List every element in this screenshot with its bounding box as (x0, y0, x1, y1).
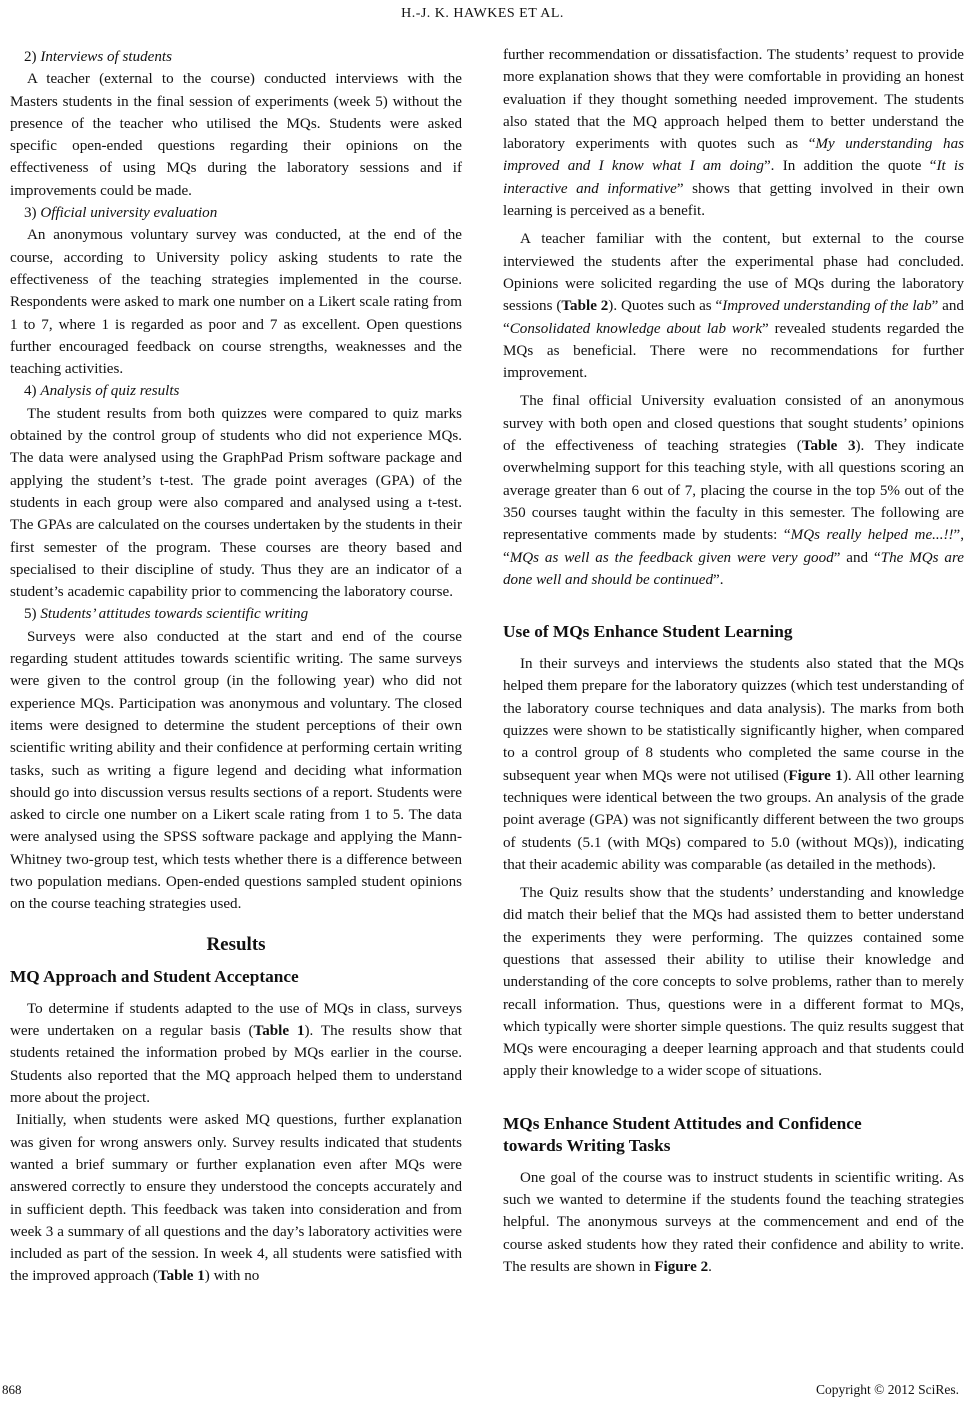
paragraph: In their surveys and interviews the students also stated that the MQs helped them prepare for the laboratory quizzes (which test understanding of the laboratory course techniques and data analysis). The marks from both quizzes were shown to be statistically significantly higher, when compared to a control group of 8 students who completed the same course in the subsequent year when MQs were not utilised (Figure 1). All other learning techniques were identical between the two groups. An analysis of the grade point average (GPA) was not significantly different between the two groups of students (5.1 (with MQs) compared to 5.0 (without MQs)), indicating that their academic ability was comparable (as detailed in the methods). (503, 656, 965, 873)
paragraph: An anonymous voluntary survey was conducted, at the end of the course, according to University policy asking students to rate the effectiveness of the teaching strategies implemented in the course. Respondents were asked to mark one number on a Likert scale rating from 1 to 7, where 1 is regarded as poor and 7 as excellent. Open questions further encouraged feedback on course strengths, weaknesses and the teaching activities. (10, 227, 462, 378)
subsection-heading-interviews: 2) Interviews of students (24, 49, 172, 65)
paragraph: One goal of the course was to instruct students in scientific writing. As such we wanted to determine if the students found the teaching strategies helpful. The anonymous surveys at the commencement and end of the course asked students how they rated their confidence and ability to write. The results are shown in Figure 2. (503, 1169, 964, 1275)
paragraph: Initially, when students were asked MQ questions, further explanation was given for wrong answers only. Survey results indicated that students wanted a brief summary or further explanation even after MQs were answered correctly to ensure they understood the concepts accurately and in sufficient depth. This feedback was taken into consideration and from week 3 a summary of all questions and the day’s laboratory activities were included as part of the session. In week 4, all students were satisfied with the improved approach (Table 1) with no (10, 1112, 462, 1285)
right-column (503, 44, 964, 1278)
student-quote: The MQs are done well and should be continued (503, 549, 964, 588)
left-column (10, 46, 462, 1288)
student-quote: My understanding has improved and I know what I am doing (503, 136, 964, 175)
table-reference: Table 2 (561, 298, 609, 315)
subsection-heading-official-evaluation: 3) Official university evaluation (24, 205, 218, 222)
copyright-notice: Copyright © 2012 SciRes. (815, 1382, 959, 1397)
paragraph: To determine if students adapted to the use of MQs in class, surveys were undertaken on a regular basis (Table 1). The results show that students retained the information probed by MQs earlier in the course. Students also reported that the MQ approach helped them to understand more about the project. (10, 1000, 463, 1107)
subsection-heading-quiz-analysis: 4) Analysis of quiz results (24, 383, 180, 400)
paragraph: A teacher (external to the course) conducted interviews with the Masters students in the final session of experiments (week 5) without the presence of the teacher who utilised the MQs. Students were asked specific open-ended questions regarding their opinions on the effectiveness of using MQs during the laboratory sessions and if improvements could be made. (10, 71, 462, 199)
table-reference: Table 3 (801, 438, 856, 455)
section-heading-attitudes-confidence: MQs Enhance Student Attitudes and Confidence towards Writing Tasks (503, 1113, 862, 1155)
subsection-heading-attitudes: 5) Students’ attitudes towards scientific writing (24, 606, 309, 623)
paragraph: The final official University evaluation consisted of an anonymous survey with both open and closed questions that sought students’ opinions of the effectiveness of teaching strategies (Table 3). They indicate overwhelming support for this teaching style, with all questions scoring an average greater than 6 out of 7, placing the course in the top 5% out of the 350 courses taught within the faculty in this semester. The following are representative comments made by students: “MQs really helped me...!!”, “MQs as well as the feedback given were very good” and “The MQs are done well and should be continued”. (503, 393, 965, 588)
paragraph: Surveys were also conducted at the start and end of the course regarding student attitudes towards scientific writing. The same surveys were given to the control group (in the following year) who did not experience MQs. Participation was anonymous and voluntary. The closed items were designed to determine the student perceptions of their own scientific writing ability and their confidence at performing certain writing tasks, such as writing a figure legend and deciding what information should go into discussion versus results sections of a report. Students were asked to circle one number on a Likert scale rating from 1 to 5. The data were analysed using the SPSS software package and applying the Mann-Whitney two-group test, which tests whether there is a difference between two population medians. Open-ended questions sampled student opinions on the course teaching strategies used. (10, 628, 462, 913)
section-heading-use-of-mqs: Use of MQs Enhance Student Learning (503, 622, 793, 642)
paragraph: The student results from both quizzes were compared to quiz marks obtained by the control group of students who did not experience MQs. The data were analysed using the GraphPad Prism software package and applying the student’s t-test. The grade point averages (GPA) of the students in each group were also compared and analysed using a t-test. The GPAs are calculated on the courses undertaken by the students in their first semester of the program. These courses are theory based and specialised to their discipline of study. Thus they are an indicator of a student’s academic capability prior to commencing the laboratory course. (10, 405, 462, 601)
student-quote: It is interactive and informative (503, 158, 964, 197)
page-number: 868 (2, 1382, 22, 1397)
table-reference: Table 1 (157, 1268, 205, 1285)
results-heading: Results (206, 933, 266, 955)
student-quote: Improved understanding of the lab (722, 298, 932, 315)
table-reference: Table 1 (253, 1023, 305, 1040)
student-quote: Consolidated knowledge about lab work (509, 320, 763, 337)
figure-reference: Figure 2 (654, 1258, 709, 1275)
figure-reference: Figure 1 (788, 767, 843, 784)
paragraph: A teacher familiar with the content, but external to the course interviewed the students after the experimental phase had concluded. Opinions were solicited regarding the use of MQs during the laboratory sessions (Table 2). Quotes such as “Improved understanding of the lab” and “Consolidated knowledge about lab work” revealed students regarded the MQs as beneficial. There were no recommendations for further improvement. (503, 231, 964, 382)
student-quote: MQs as well as the feedback given were very good (509, 549, 834, 566)
section-heading-mq-approach: MQ Approach and Student Acceptance (10, 966, 299, 986)
student-quote: MQs really helped me...!! (790, 527, 954, 544)
paragraph: The Quiz results show that the students’ understanding and knowledge did match their belief that the MQs had assisted them to better understand the experiments they were performing. The quizzes contained some questions that assessed their ability to utilise their knowledge and understanding of the core concepts to solve problems, rather than to merely recall information. Thus, questions were in a different format to MQs, which typically were shorter simple questions. The quiz results suggest that MQs were encouraging a deeper learning approach and that students could apply their knowledge to a wider scope of situations. (503, 885, 964, 1080)
running-head: H.-J. K. HAWKES ET AL. (401, 6, 564, 21)
paragraph: further recommendation or dissatisfaction. The students’ request to provide more explanation shows that they were comfortable in providing an honest evaluation if they thought something needed improvement. The students also stated that the MQ approach helped them to better understand the laboratory experiments with quotes such as “My understanding has improved and I know what I am doing”. In addition the quote “It is interactive and informative” shows that getting involved in their own learning is perceived as a benefit. (503, 47, 964, 220)
